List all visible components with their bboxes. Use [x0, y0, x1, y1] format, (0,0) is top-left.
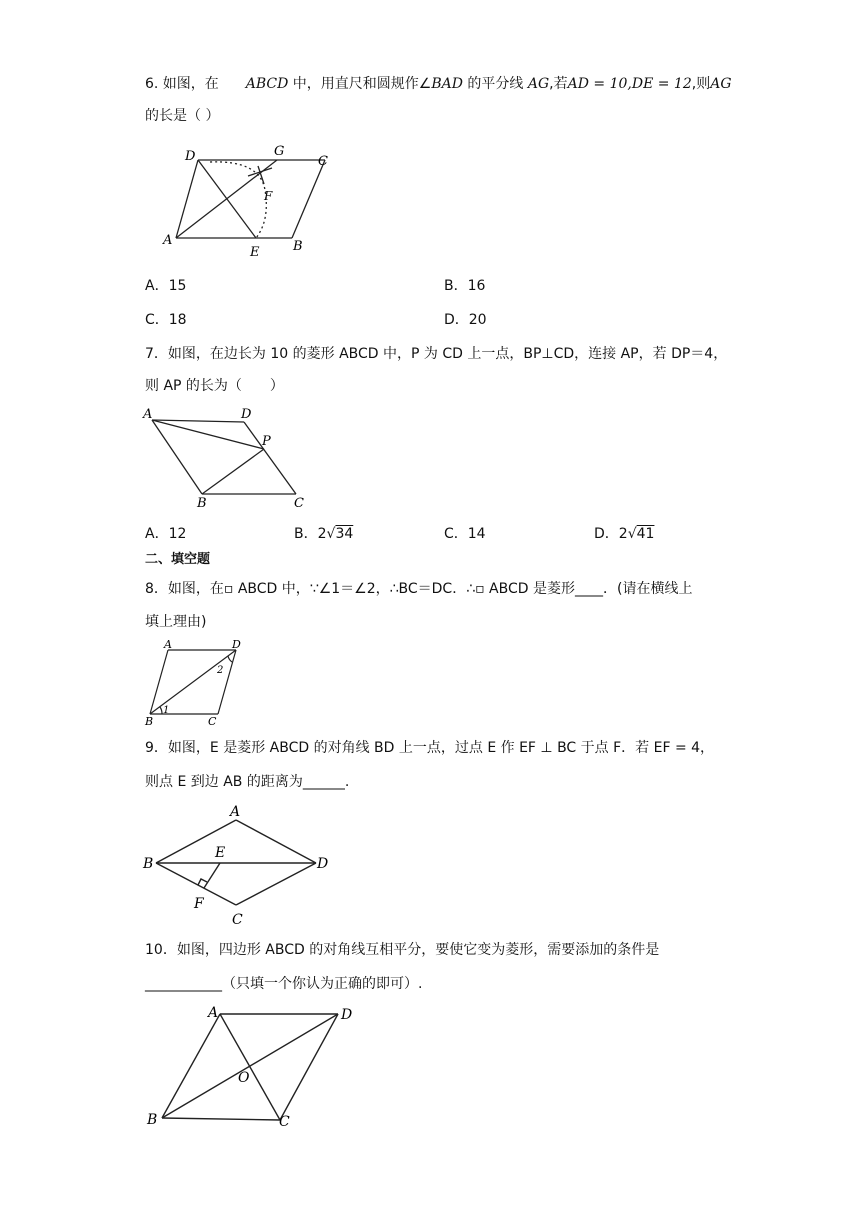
q7-option-b-text: B．2	[294, 526, 327, 542]
q8-figure	[140, 638, 260, 730]
q6-math-ag: AG	[527, 76, 550, 92]
q7-option-d[interactable]	[594, 524, 654, 544]
q6-text-c: 中，用直尺和圆规作∠	[292, 76, 432, 92]
q7-label-p: P	[262, 434, 271, 449]
q6-label-d: D	[185, 149, 196, 164]
q9-label-c: C	[232, 912, 243, 928]
q8-label-c: C	[208, 715, 217, 728]
q6-label-e: E	[250, 245, 260, 260]
q6-stem-line2: 的长是（ ）	[145, 108, 220, 124]
q7-stem-line2: 则 AP 的长为（ ）	[145, 378, 284, 394]
q7-option-c[interactable]: C．14	[444, 526, 486, 542]
q9-figure	[140, 800, 340, 930]
q7-option-b-radicand: 34	[335, 526, 354, 542]
q7-option-a[interactable]: A．12	[145, 526, 187, 542]
q7-label-a: A	[143, 407, 153, 422]
q9-label-a: A	[230, 804, 241, 820]
q6-label-f: F	[264, 189, 273, 203]
q10-label-b: B	[147, 1112, 158, 1128]
q6-math-ad-de: AD = 10,DE = 12	[567, 76, 692, 92]
q8-stem-line2: 填上理由)	[145, 614, 207, 630]
q8-label-a: A	[164, 638, 172, 651]
q6-option-a[interactable]: A．15	[145, 278, 187, 294]
q7-stem-line1: 7．如图，在边长为 10 的菱形 ABCD 中，P 为 CD 上一点，BP⊥CD，连接 AP，若 DP＝4，	[145, 346, 728, 362]
q7-option-b[interactable]	[294, 524, 353, 544]
q6-text-i: ,则	[691, 76, 711, 92]
q6-math-bad: BAD	[431, 76, 463, 92]
q7-option-d-text: D．2	[594, 526, 628, 542]
q6-option-c[interactable]: C．18	[145, 312, 187, 328]
q6-stem-line1	[145, 74, 732, 94]
q10-figure	[140, 1000, 370, 1132]
sqrt-icon: √	[627, 526, 637, 542]
q6-figure	[160, 140, 360, 265]
q6-text-a: 6. 如图，在	[145, 76, 219, 92]
q9-stem-line2: 则点 E 到边 AB 的距离为______.	[145, 774, 350, 790]
q9-label-d: D	[317, 856, 329, 872]
q6-label-g: G	[274, 144, 285, 159]
q6-label-a: A	[163, 233, 173, 248]
q7-figure	[140, 402, 320, 517]
q10-stem-line2: ___________（只填一个你认为正确的即可）.	[145, 976, 423, 992]
q7-option-d-radicand: 41	[636, 526, 655, 542]
q10-label-o: O	[238, 1070, 250, 1086]
q7-label-b: B	[197, 496, 207, 511]
q7-label-d: D	[241, 407, 252, 422]
sqrt-icon: √	[326, 526, 336, 542]
q10-label-d: D	[341, 1007, 353, 1023]
q9-label-f: F	[194, 896, 204, 912]
q6-math-ag2: AG	[710, 76, 732, 92]
q6-text-g: ,若	[549, 76, 568, 92]
q6-label-b: B	[293, 239, 303, 254]
q9-label-b: B	[143, 856, 154, 872]
q6-option-d[interactable]: D．20	[444, 312, 487, 328]
q8-label-angle2: 2	[217, 665, 224, 676]
q8-label-angle1: 1	[163, 705, 170, 716]
section-title: 二、填空题	[145, 552, 211, 567]
q10-stem-line1: 10．如图，四边形 ABCD 的对角线互相平分，要使它变为菱形，需要添加的条件是	[145, 942, 660, 958]
q8-label-d: D	[232, 638, 241, 651]
q9-label-e: E	[215, 845, 226, 861]
q10-label-c: C	[279, 1114, 290, 1130]
q6-label-c: C	[318, 154, 328, 169]
q6-option-b[interactable]: B．16	[444, 278, 486, 294]
q8-label-b: B	[145, 715, 154, 728]
q7-label-c: C	[294, 496, 304, 511]
q6-math-abcd: ABCD	[245, 76, 289, 92]
q10-label-a: A	[208, 1005, 219, 1021]
q9-stem-line1: 9．如图，E 是菱形 ABCD 的对角线 BD 上一点，过点 E 作 EF ⊥ BC 于点 F．若 EF = 4，	[145, 740, 715, 756]
q8-stem-line1: 8．如图，在▫ ABCD 中，∵∠1＝∠2，∴BC＝DC．∴▫ ABCD 是菱形____．(请在横线上	[145, 581, 693, 597]
q6-text-e: 的平分线	[467, 76, 524, 92]
